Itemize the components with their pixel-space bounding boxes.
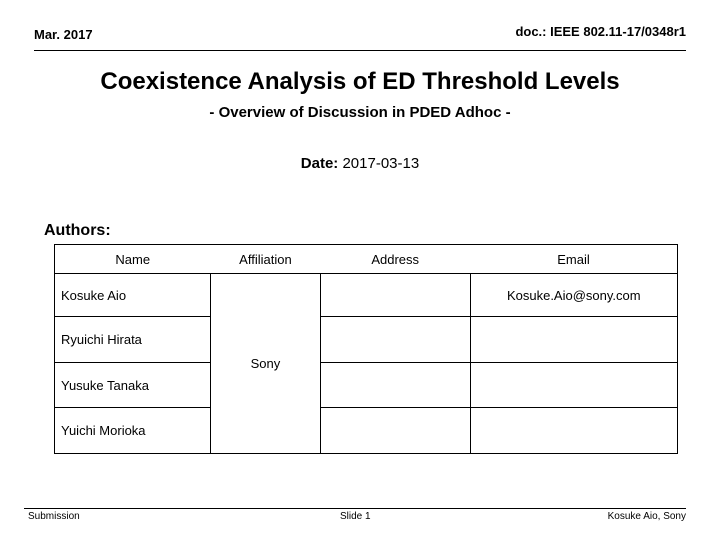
slide-subtitle: - Overview of Discussion in PDED Adhoc -	[209, 104, 511, 121]
column-header-name: Name	[55, 245, 211, 274]
footer-author: Kosuke Aio, Sony	[607, 511, 686, 522]
author-name: Yusuke Tanaka	[55, 363, 211, 408]
table-header-row	[55, 245, 678, 274]
author-address	[320, 274, 470, 317]
author-email	[470, 317, 677, 363]
table-row	[55, 317, 678, 363]
footer-divider	[24, 508, 686, 509]
author-address	[320, 317, 470, 363]
author-address	[320, 363, 470, 408]
footer-slide-number: Slide 1	[340, 511, 371, 522]
author-name: Yuichi Morioka	[55, 408, 211, 454]
author-name: Ryuichi Hirata	[55, 317, 211, 363]
column-header-affiliation: Affiliation	[211, 245, 321, 274]
author-email	[470, 363, 677, 408]
header-divider	[34, 50, 686, 51]
table-row	[55, 274, 678, 317]
author-address	[320, 408, 470, 454]
author-email: Kosuke.Aio@sony.com	[470, 274, 677, 317]
footer-submission: Submission	[28, 511, 80, 522]
date-label: Date:	[300, 155, 339, 172]
author-name: Kosuke Aio	[55, 274, 211, 317]
authors-label: Authors:	[44, 222, 111, 239]
column-header-address: Address	[320, 245, 470, 274]
table-row	[55, 363, 678, 408]
author-affiliation: Sony	[211, 274, 321, 454]
date-line	[0, 155, 720, 172]
slide-title: Coexistence Analysis of ED Threshold Levels	[100, 68, 620, 95]
header-doc-id: doc.: IEEE 802.11-17/0348r1	[515, 24, 686, 39]
header-date: Mar. 2017	[34, 27, 93, 42]
column-header-email: Email	[470, 245, 677, 274]
authors-table	[54, 244, 678, 454]
table-row	[55, 408, 678, 454]
date-value: 2017-03-13	[342, 155, 420, 172]
author-email	[470, 408, 677, 454]
